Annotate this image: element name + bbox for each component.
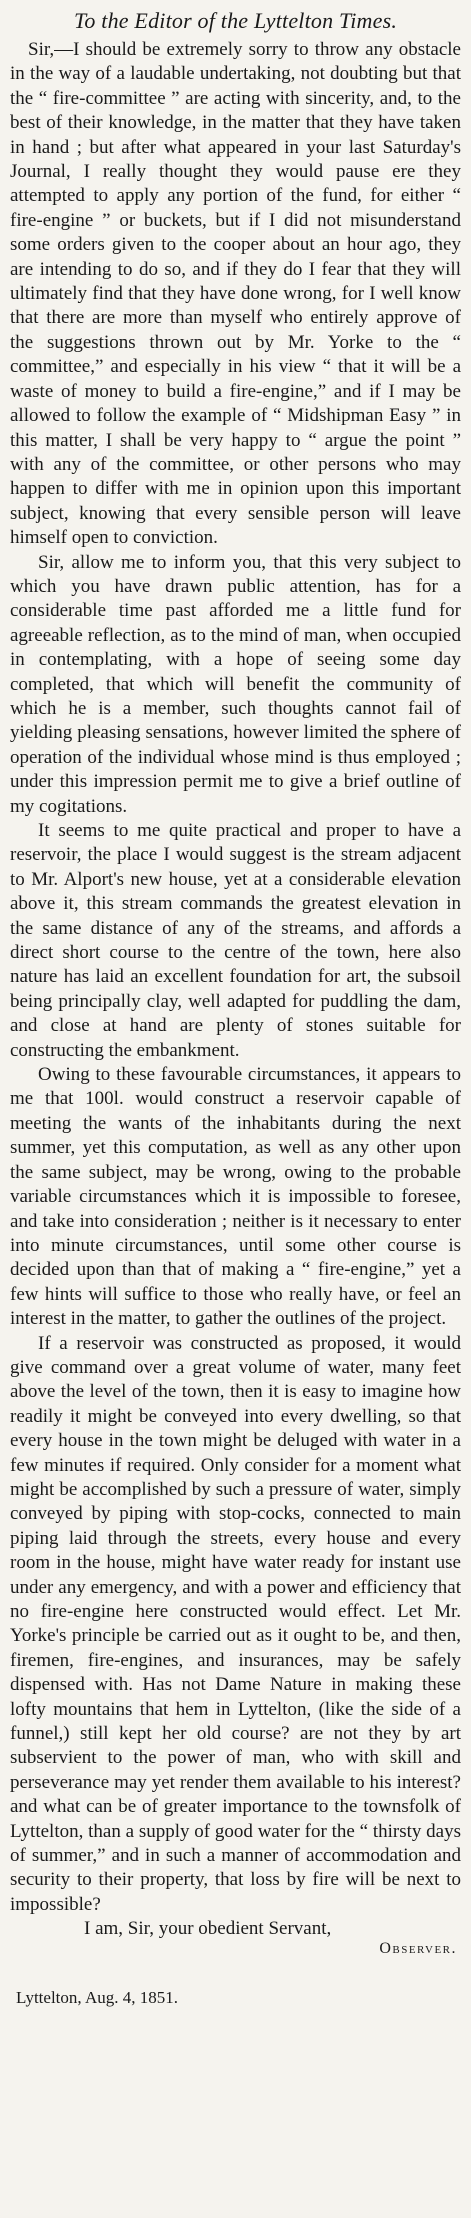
letter-body [10, 38, 461, 1917]
paragraph-5: If a reservoir was constructed as proposed, it would give command over a great volume of water, many feet above the level of the town, then it is easy to imagine how readily it might be conveyed into every dwelling, so that every house in the town might be deluged with water in a few minutes if required. Only consider for a moment what might be accomplished by such a pressure of water, simply conveyed by piping with stop-cocks, connected to main piping laid through the streets, every house and every room in the house, might have water ready for instant use under any emergency, and with a power and efficiency that no fire-engine here constructed would effect. Let Mr. Yorke's principle be carried out as it ought to be, and then, firemen, fire-engines, and insurances, may be safely dispensed with. Has not Dame Nature in making these lofty mountains that hem in Lyttelton, (like the side of a funnel,) still kept her old course? are not they by art subservient to the power of man, who with skill and perseverance may yet render them available to his interest? and what can be of greater importance to the townsfolk of Lyttelton, than a supply of good water for the “ thirsty days of summer,” and in such a manner of accommodation and security to their property, that loss by fire will be next to impossible? [10, 1332, 461, 1915]
signature: Observer. [379, 1939, 457, 1957]
paragraph-2: Sir, allow me to inform you, that this very subject to which you have drawn public attention, has for a considerable time past afforded me a little fund for agreeable reflection, as to the mind of man, when occupied in contemplating, with a hope of seeing some day completed, that which will benefit the community of which he is a member, such thoughts cannot fail of yielding pleasing sensations, however limited the sphere of operation of the individual whose mind is thus employed ; under this impression permit me to give a brief outline of my cogitations. [10, 551, 461, 817]
closing-salutation: I am, Sir, your obedient Servant, [84, 1918, 332, 1940]
paragraph-3: It seems to me quite practical and proper to have a reservoir, the place I would suggest is the stream adjacent to Mr. Alport's new house, yet at a considerable elevation above it, this stream commands the greatest elevation in the same distance of any of the streams, and affords a direct short course to the centre of the town, here also nature has laid an excellent foundation for art, the subsoil being principally clay, well adapted for puddling the dam, and close at hand are plenty of stones suitable for constructing the embankment. [10, 820, 461, 1061]
letter-heading: To the Editor of the Lyttelton Times. [73, 8, 398, 33]
dateline: Lyttelton, Aug. 4, 1851. [16, 1987, 178, 2007]
paragraph-1: Sir,—I should be extremely sorry to throw any obstacle in the way of a laudable undertaking, not doubting but that the “ fire-committee ” are acting with sincerity, and, to the best of their knowledge, in the matter that they have taken in hand ; but after what appeared in your last Saturday's Journal, I really thought they would pause ere they attempted to apply any portion of the fund, for either “ fire-engine ” or buckets, but if I did not misunderstand some orders given to the cooper about an hour ago, they are intending to do so, and if they do I fear that they will ultimately find that they have done wrong, for I well know that there are more than myself who entirely approve of the suggestions thrown out by Mr. Yorke to the “ committee,” and especially in his view “ that it will be a waste of money to build a fire-engine,” and if I may be allowed to follow the example of “ Midshipman Easy ” in this matter, I shall be very happy to “ argue the point ” with any of the committee, or other persons who may happen to differ with me in opinion upon this important subject, knowing that every sensible person will leave himself open to conviction. [10, 39, 461, 549]
paragraph-4: Owing to these favourable circumstances, it appears to me that 100l. would construct a reservoir capable of meeting the wants of the inhabitants during the next summer, yet this computation, as well as any other upon the same subject, may be wrong, owing to the probable variable circumstances which it is impossible to foresee, and take into consideration ; neither is it necessary to enter into minute circumstances, until some other course is decided upon than that of making a “ fire-engine,” yet a few hints will suffice to those who really have, or feel an interest in the matter, to gather the outlines of the project. [10, 1064, 461, 1330]
